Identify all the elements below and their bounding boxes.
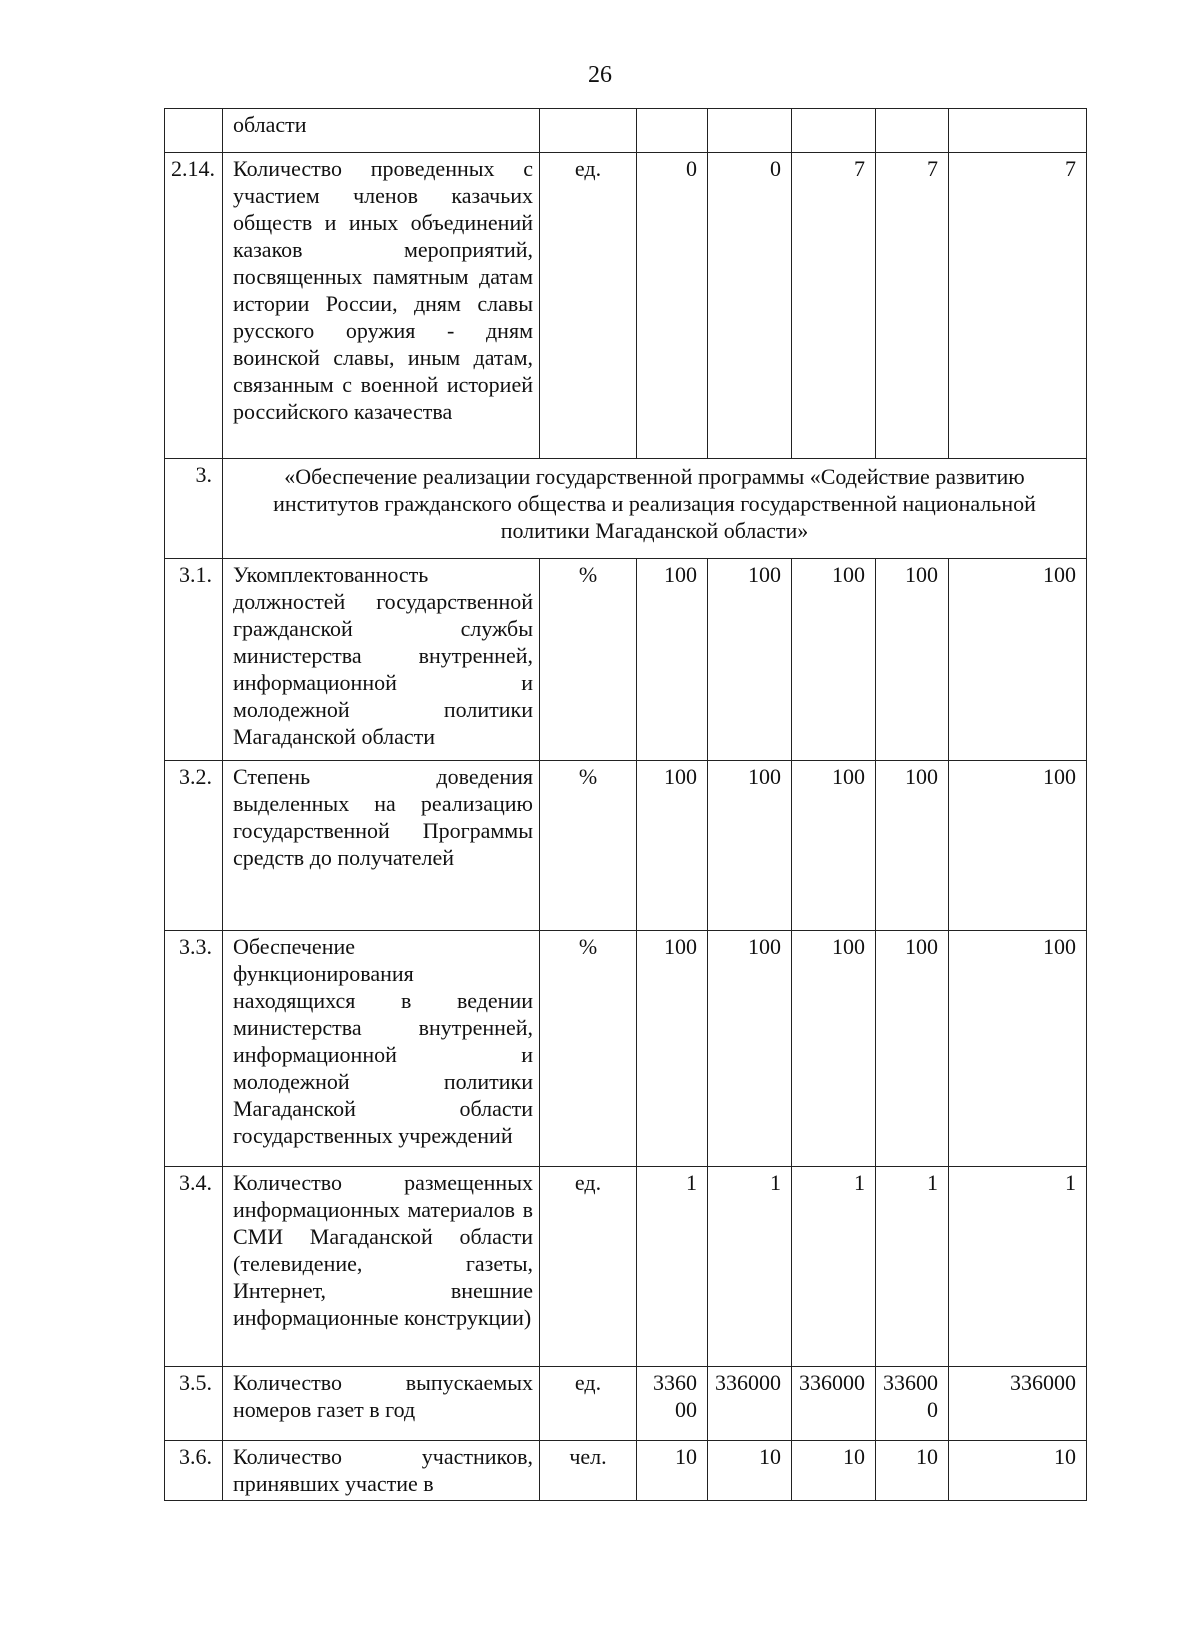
unit-cell [540,109,637,153]
value-cell: 1 [949,1167,1087,1367]
unit-cell: ед. [540,1367,637,1441]
indicator-name: Степень доведения выделенных на реализацию государственной Программы средств до получателей [223,761,540,931]
value-cell: 1 [876,1167,949,1367]
unit-cell: % [540,559,637,761]
value-cell: 100 [792,761,876,931]
value-cell [792,109,876,153]
value-cell: 100 [708,761,792,931]
table-row [165,109,1087,153]
row-number: 2.14. [165,153,223,459]
value-cell: 100 [792,931,876,1167]
value-cell: 100 [708,559,792,761]
value-cell: 100 [708,931,792,1167]
row-number: 3.6. [165,1441,223,1501]
row-number: 3.5. [165,1367,223,1441]
table-row [165,761,1087,931]
indicator-name: Количество участников, принявших участие в [223,1441,540,1501]
value-cell: 7 [949,153,1087,459]
table-row [165,931,1087,1167]
value-cell [637,109,708,153]
row-number: 3.4. [165,1167,223,1367]
value-cell: 336000 [949,1367,1087,1441]
value-cell: 1 [637,1167,708,1367]
unit-cell: % [540,761,637,931]
unit-cell: ед. [540,153,637,459]
value-cell: 10 [637,1441,708,1501]
value-cell: 100 [949,559,1087,761]
value-cell: 100 [949,761,1087,931]
indicator-name: области [223,109,540,153]
value-cell: 100 [792,559,876,761]
unit-cell: чел. [540,1441,637,1501]
section-title: «Обеспечение реализации государственной программы «Содействие развитию институтов гражданского общества и реализация государственной национальной политики Магаданской области» [223,459,1087,559]
table-row [165,1367,1087,1441]
page-number: 26 [588,62,612,88]
value-cell: 0 [637,153,708,459]
table-row [165,153,1087,459]
value-cell: 10 [876,1441,949,1501]
value-cell [876,109,949,153]
indicators-table [164,108,1087,1501]
value-cell: 336000 [637,1367,708,1441]
indicator-name: Количество выпускаемых номеров газет в год [223,1367,540,1441]
table-row [165,1167,1087,1367]
value-cell: 10 [949,1441,1087,1501]
indicator-name: Количество размещенных информационных материалов в СМИ Магаданской области (телевидение, газеты, Интернет, внешние информационные конструкции) [223,1167,540,1367]
row-number: 3.2. [165,761,223,931]
row-number: 3.3. [165,931,223,1167]
indicator-name: Количество проведенных с участием членов казачьих обществ и иных объединений казаков мероприятий, посвященных памятным датам истории России, дням славы русского оружия - дням воинской славы, иным датам, связанным с военной историей российского казачества [223,153,540,459]
value-cell: 1 [708,1167,792,1367]
value-cell: 10 [792,1441,876,1501]
section-number: 3. [165,459,223,559]
value-cell: 100 [876,761,949,931]
value-cell: 10 [708,1441,792,1501]
indicator-name: Обеспечение функционирования находящихся в ведении министерства внутренней, информационной и молодежной политики Магаданской области государственных учреждений [223,931,540,1167]
row-number: 3.1. [165,559,223,761]
value-cell [949,109,1087,153]
value-cell: 7 [876,153,949,459]
section-row [165,459,1087,559]
indicator-name: Укомплектованность должностей государственной гражданской службы министерства внутренней, информационной и молодежной политики Магаданской области [223,559,540,761]
value-cell: 336000 [708,1367,792,1441]
value-cell: 7 [792,153,876,459]
value-cell: 100 [637,761,708,931]
value-cell: 100 [637,559,708,761]
value-cell: 336000 [792,1367,876,1441]
value-cell: 336000 [876,1367,949,1441]
value-cell: 100 [876,931,949,1167]
value-cell: 100 [949,931,1087,1167]
table-row [165,1441,1087,1501]
table-row [165,559,1087,761]
unit-cell: ед. [540,1167,637,1367]
value-cell [708,109,792,153]
value-cell: 0 [708,153,792,459]
value-cell: 100 [876,559,949,761]
unit-cell: % [540,931,637,1167]
value-cell: 100 [637,931,708,1167]
row-number [165,109,223,153]
value-cell: 1 [792,1167,876,1367]
